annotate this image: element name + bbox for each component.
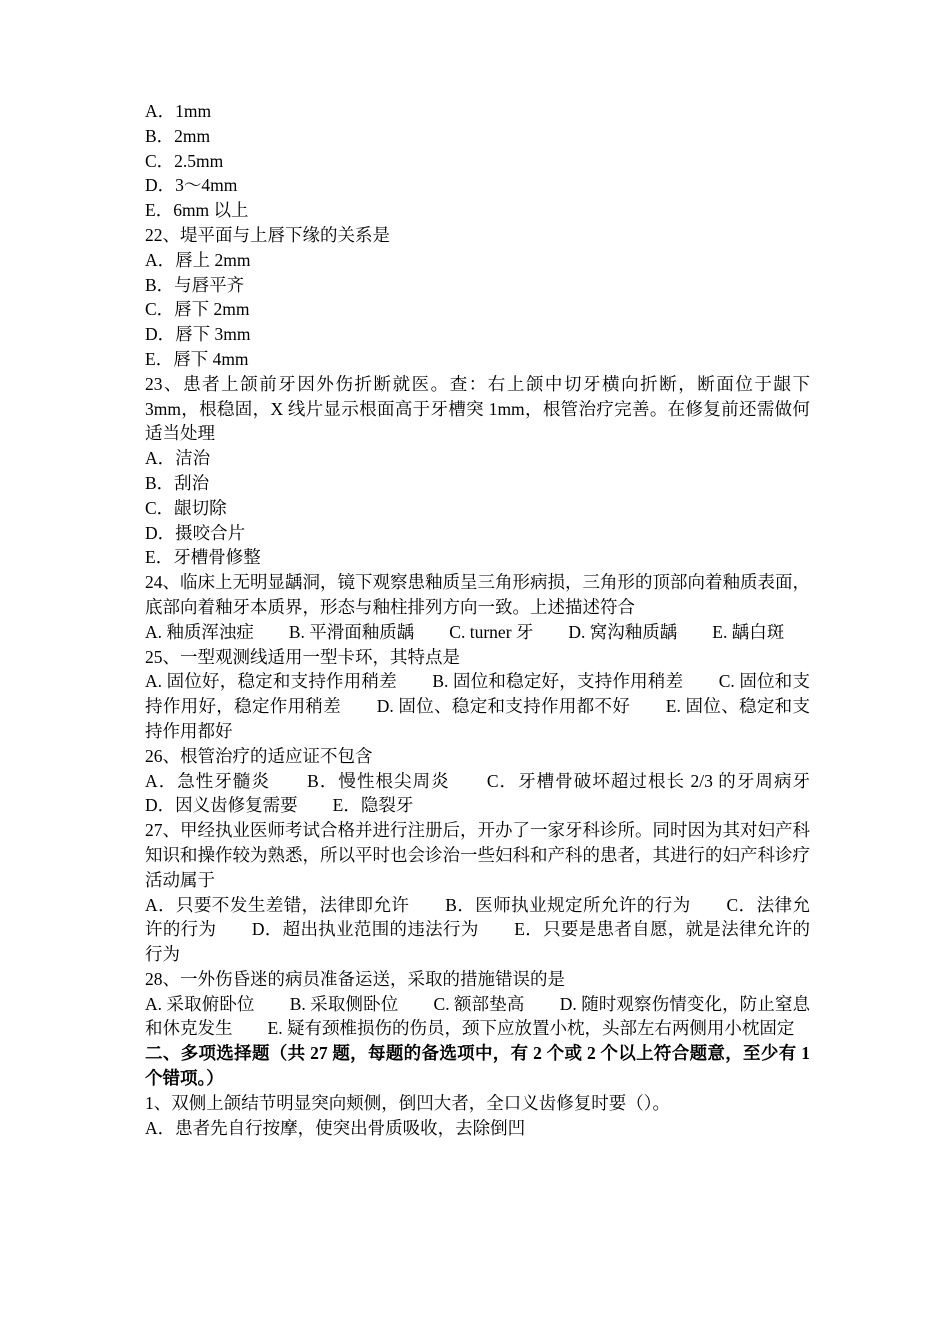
question-28-options: A. 采取俯卧位 B. 采取侧卧位 C. 额部垫高 D. 随时观察伤情变化，防止窒息和休克发生 E. 疑有颈椎损伤的伤员，颈下应放置小枕，头部左右两侧用小枕固定	[145, 993, 810, 1039]
question-27: 27、甲经执业医师考试合格并进行注册后，开办了一家牙科诊所。同时因为其对妇产科知识和操作较为熟悉，所以平时也会诊治一些妇科和产科的患者，其进行的妇产科诊疗活动属于	[145, 820, 810, 890]
question-25: 25、一型观测线适用一型卡环，其特点是	[145, 646, 460, 667]
option-line: A．洁治	[145, 448, 211, 469]
question-24-options: A. 釉质浑浊症 B. 平滑面釉质龋 C. turner 牙 D. 窝沟釉质龋 E. 龋白斑	[145, 621, 785, 642]
option-line: D．3～4mm	[145, 175, 238, 196]
option-line: D．唇下 3mm	[145, 324, 251, 345]
option-line: A．患者先自行按摩，使突出骨质吸收，去除倒凹	[145, 1117, 526, 1138]
question-26: 26、根管治疗的适应证不包含	[145, 745, 373, 766]
option-line: A．1mm	[145, 101, 212, 121]
question-28: 28、一外伤昏迷的病员准备运送，采取的措施错误的是	[145, 968, 565, 989]
option-line: E．唇下 4mm	[145, 348, 249, 369]
section-heading: 二、多项选择题（共 27 题，每题的备选项中，有 2 个或 2 个以上符合题意，至少有 1 个错项。）	[145, 1043, 810, 1089]
question-24: 24、临床上无明显龋洞，镜下观察患釉质呈三角形病损，三角形的顶部向着釉质表面，底部向着釉牙本质界，形态与釉柱排列方向一致。上述描述符合	[145, 572, 810, 617]
option-line: C．龈切除	[145, 497, 227, 518]
option-line: A．唇上 2mm	[145, 249, 251, 270]
question-26-options: A．急性牙髓炎 B．慢性根尖周炎 C．牙槽骨破坏超过根长 2/3 的牙周病牙 D．因义齿修复需要 E．隐裂牙	[145, 770, 845, 816]
question-27-options: A．只要不发生差错，法律即允许 B．医师执业规定所允许的行为 C．法律允许的行为 D．超出执业范围的违法行为 E．只要是患者自愿，就是法律允许的行为	[145, 894, 810, 965]
question-23: 23、患者上颌前牙因外伤折断就医。查：右上颌中切牙横向折断，断面位于龈下 3mm，根稳固，X 线片显示根面高于牙槽突 1mm，根管治疗完善。在修复前还需做何适当处理	[145, 373, 810, 444]
option-line: B．与唇平齐	[145, 274, 245, 295]
option-line: E．牙槽骨修整	[145, 547, 261, 568]
option-line: B．2mm	[145, 125, 211, 146]
document-page	[145, 99, 845, 1140]
option-line: C．唇下 2mm	[145, 299, 250, 320]
option-line: D．摄咬合片	[145, 522, 246, 543]
option-line: B．刮治	[145, 472, 210, 493]
question-25-options: A. 固位好，稳定和支持作用稍差 B. 固位和稳定好，支持作用稍差 C. 固位和支持作用好，稳定作用稍差 D. 固位、稳定和支持作用都不好 E. 固位、稳定和支持作用都好	[145, 671, 810, 741]
option-line: E．6mm 以上	[145, 200, 249, 221]
multi-question-1: 1、双侧上颌结节明显突向颊侧，倒凹大者，全口义齿修复时要（）。	[145, 1092, 670, 1113]
option-line: C．2.5mm	[145, 150, 224, 171]
question-22: 22、堤平面与上唇下缘的关系是	[145, 224, 390, 245]
